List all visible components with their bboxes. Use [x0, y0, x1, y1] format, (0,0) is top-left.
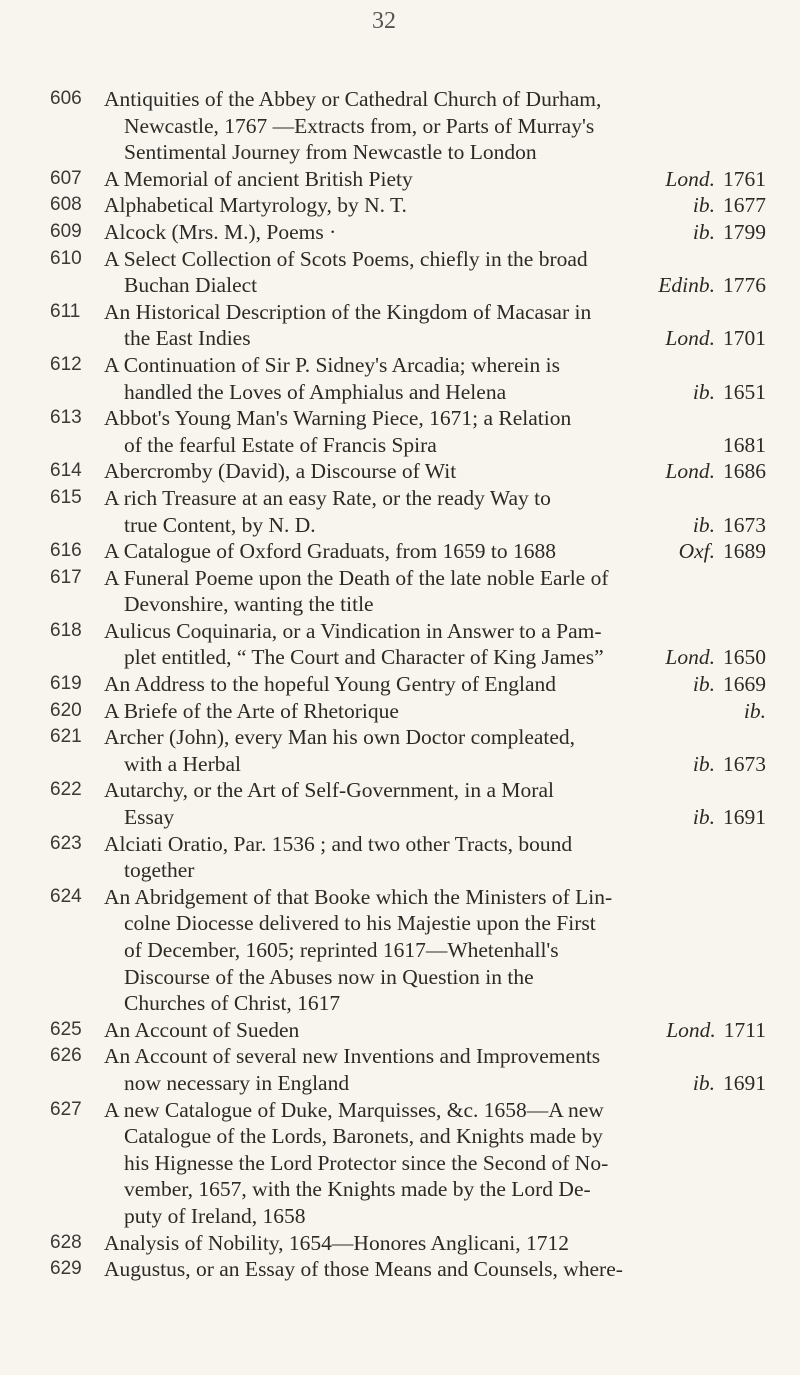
catalogue-entry: [50, 698, 770, 725]
entry-text: [104, 777, 770, 830]
entry-line-text: Abercromby (David), a Discourse of Wit: [104, 459, 457, 484]
entry-line-text: Aulicus Coquinaria, or a Vindication in Answer to a Pam-: [104, 618, 602, 643]
entry-text: [104, 405, 770, 458]
entry-imprint: [666, 1017, 766, 1044]
catalogue-entry: [50, 485, 770, 538]
entry-line: [104, 405, 766, 432]
entry-number: 619: [50, 673, 82, 695]
entry-text: [104, 1043, 770, 1096]
catalogue-entry: [50, 192, 770, 219]
entry-line: [104, 299, 766, 326]
entry-number: 627: [50, 1098, 82, 1120]
entry-line-text: of December, 1605; reprinted 1617—Whetenhall's: [124, 938, 559, 962]
entry-place: Lond.: [665, 166, 715, 191]
entry-line: [104, 485, 766, 512]
entry-imprint: [679, 538, 766, 565]
entry-line: [104, 884, 766, 911]
entry-line: [104, 751, 766, 778]
catalogue-entry: [50, 352, 770, 405]
entry-line: [104, 1017, 766, 1044]
entry-text: [104, 1017, 770, 1044]
catalogue-entry: [50, 166, 770, 193]
entry-number: 614: [50, 460, 82, 482]
entry-place: ib.: [692, 512, 715, 537]
entry-line: [104, 565, 766, 592]
entry-line: [104, 379, 766, 406]
entry-number: 622: [50, 779, 82, 801]
entry-number: 612: [50, 353, 82, 375]
catalogue-entry: [50, 618, 770, 671]
entry-text: [104, 219, 770, 246]
entry-imprint: [693, 1070, 766, 1097]
entry-line: [104, 644, 766, 671]
entry-line: [104, 671, 766, 698]
entry-line-text: Discourse of the Abuses now in Question in the: [124, 964, 534, 989]
entry-line: [104, 804, 766, 831]
catalogue-entry: [50, 1043, 770, 1096]
entry-text: [104, 352, 770, 405]
entry-line-text: his Hignesse the Lord Protector since the Second of No-: [124, 1150, 609, 1175]
entry-line-text: true Content, by N. D.: [124, 512, 316, 537]
entry-line: [104, 352, 766, 379]
catalogue-entry: [50, 1256, 770, 1283]
entry-line: [104, 512, 766, 539]
entry-line: [104, 1097, 766, 1124]
entry-year: 1686: [723, 459, 766, 484]
entry-place: Edinb.: [658, 273, 715, 298]
entry-place: Lond.: [666, 1017, 716, 1042]
entry-line: [104, 166, 766, 193]
entry-line-text: the East Indies: [124, 326, 251, 351]
entry-line-text: Analysis of Nobility, 1654—Honores Anglicani, 1712: [104, 1230, 570, 1255]
entry-year: 1711: [723, 1017, 766, 1042]
entry-year: 1673: [723, 512, 766, 537]
entry-line-text: Archer (John), every Man his own Doctor compleated,: [104, 725, 576, 750]
entry-text: [104, 724, 770, 777]
entry-number: 606: [50, 88, 82, 109]
entry-place: Lond.: [665, 459, 715, 484]
entry-imprint: [693, 192, 766, 219]
entry-place: ib.: [692, 751, 715, 776]
entry-imprint: [744, 698, 766, 725]
entry-text: [104, 1097, 770, 1230]
entry-text: [104, 565, 770, 618]
entry-imprint: [693, 751, 766, 778]
entry-year: 1799: [723, 219, 766, 244]
catalogue-entry: [50, 1097, 770, 1230]
entry-number: 621: [50, 726, 82, 748]
entry-text: [104, 246, 770, 299]
catalogue-entries: [50, 86, 770, 1283]
entry-year: 1669: [723, 672, 766, 697]
entry-line: [104, 1203, 766, 1230]
entry-line-text: Alphabetical Martyrology, by N. T.: [104, 193, 407, 218]
entry-text: [104, 192, 770, 219]
entry-line-text: colne Diocesse delivered to his Majestie upon the First: [124, 911, 596, 936]
entry-line: [104, 591, 766, 618]
catalogue-entry: [50, 565, 770, 618]
entry-year: 1691: [723, 805, 766, 830]
entry-imprint: [693, 219, 766, 246]
catalogue-entry: [50, 86, 770, 166]
entry-year: 1681: [723, 432, 766, 457]
entry-line: [104, 990, 766, 1017]
entry-year: 1673: [723, 751, 766, 776]
entry-place: ib.: [692, 672, 715, 697]
page-number: 32: [372, 8, 396, 34]
entry-line: [104, 219, 766, 246]
entry-line-text: Autarchy, or the Art of Self-Government, in a Moral: [104, 778, 554, 803]
catalogue-entry: [50, 299, 770, 352]
entry-line-text: handled the Loves of Amphialus and Helena: [124, 379, 507, 404]
entry-line: [104, 1123, 766, 1150]
entry-place: ib.: [692, 219, 715, 244]
entry-place: ib.: [692, 805, 715, 830]
entry-line: [104, 1150, 766, 1177]
entry-line-text: A Continuation of Sir P. Sidney's Arcadia; wherein is: [104, 352, 560, 377]
entry-line: [104, 458, 766, 485]
entry-place: ib.: [743, 698, 766, 723]
entry-line-text: An Historical Description of the Kingdom of Macasar in: [104, 299, 592, 324]
entry-text: [104, 884, 770, 1017]
entry-number: 625: [50, 1018, 82, 1040]
entry-line: [104, 618, 766, 645]
catalogue-entry: [50, 405, 770, 458]
catalogue-entry: [50, 1230, 770, 1257]
entry-line-text: Alcock (Mrs. M.), Poems ·: [104, 219, 337, 244]
entry-line-text: An Account of Sueden: [104, 1017, 300, 1042]
entry-imprint: [693, 379, 766, 406]
entry-year: 1776: [723, 273, 766, 298]
entry-line-text: with a Herbal: [124, 751, 242, 776]
entry-line: [104, 272, 766, 299]
entry-number: 615: [50, 486, 82, 508]
entry-line-text: Sentimental Journey from Newcastle to London: [124, 140, 537, 165]
entry-number: 617: [50, 566, 82, 588]
entry-line-text: A Briefe of the Arte of Rhetorique: [104, 698, 399, 723]
entry-number: 620: [50, 699, 82, 721]
entry-line: [104, 1176, 766, 1203]
entry-line-text: Churches of Christ, 1617: [124, 991, 341, 1016]
entry-line: [104, 432, 766, 459]
catalogue-entry: [50, 777, 770, 830]
entry-line: [104, 325, 766, 352]
entry-line: [104, 139, 766, 166]
entry-text: [104, 299, 770, 352]
entry-text: [104, 86, 770, 166]
entry-text: [104, 485, 770, 538]
entry-text: [104, 831, 770, 884]
entry-place: Lond.: [665, 326, 715, 351]
entry-imprint: [693, 512, 766, 539]
entry-line-text: Alciati Oratio, Par. 1536 ; and two other Tracts, bound: [104, 831, 573, 856]
entry-line-text: vember, 1657, with the Knights made by the Lord De-: [124, 1177, 591, 1202]
entry-line-text: Abbot's Young Man's Warning Piece, 1671; a Relation: [104, 406, 572, 431]
entry-number: 613: [50, 407, 82, 429]
entry-year: 1650: [723, 645, 766, 670]
entry-text: [104, 671, 770, 698]
entry-imprint: [715, 432, 766, 459]
entry-number: 628: [50, 1231, 82, 1253]
entry-line-text: A Catalogue of Oxford Graduats, from 1659 to 1688: [104, 539, 557, 564]
entry-line-text: Essay: [124, 805, 175, 830]
catalogue-entry: [50, 884, 770, 1017]
entry-year: 1701: [723, 326, 766, 351]
entry-line-text: Antiquities of the Abbey or Cathedral Church of Durham,: [104, 87, 602, 111]
entry-line-text: A Select Collection of Scots Poems, chiefly in the broad: [104, 246, 588, 271]
entry-number: 626: [50, 1045, 82, 1067]
entry-number: 609: [50, 220, 82, 242]
entry-line: [104, 192, 766, 219]
entry-line: [104, 724, 766, 751]
entry-line: [104, 86, 766, 113]
entry-line: [104, 1070, 766, 1097]
entry-line-text: Buchan Dialect: [124, 273, 258, 298]
catalogue-entry: [50, 219, 770, 246]
entry-number: 616: [50, 540, 82, 562]
entry-line-text: Augustus, or an Essay of those Means and Counsels, where-: [104, 1257, 623, 1282]
entry-line: [104, 1043, 766, 1070]
entry-line-text: now necessary in England: [124, 1070, 350, 1095]
entry-line-text: together: [124, 858, 195, 883]
entry-year: 1761: [723, 166, 766, 191]
entry-imprint: [693, 671, 766, 698]
entry-line-text: puty of Ireland, 1658: [124, 1203, 306, 1228]
entry-line-text: A Memorial of ancient British Piety: [104, 166, 413, 191]
entry-number: 624: [50, 885, 82, 907]
catalogue-entry: [50, 458, 770, 485]
entry-line: [104, 857, 766, 884]
entry-place: Oxf.: [678, 539, 715, 564]
entry-line: [104, 113, 766, 140]
entry-text: [104, 1230, 770, 1257]
catalogue-entry: [50, 831, 770, 884]
entry-text: [104, 166, 770, 193]
catalogue-entry: [50, 1017, 770, 1044]
entry-place: ib.: [692, 193, 715, 218]
entry-number: 607: [50, 167, 82, 189]
entry-line-text: plet entitled, “ The Court and Character of King James”: [124, 645, 604, 670]
entry-text: [104, 1256, 770, 1283]
entry-line-text: A rich Treasure at an easy Rate, or the ready Way to: [104, 485, 551, 510]
entry-number: 611: [50, 300, 81, 322]
entry-line: [104, 698, 766, 725]
entry-line-text: Newcastle, 1767 —Extracts from, or Parts of Murray's: [124, 113, 595, 138]
entry-line-text: An Address to the hopeful Young Gentry of England: [104, 672, 557, 697]
entry-line-text: A new Catalogue of Duke, Marquisses, &c. 1658—A new: [104, 1097, 604, 1122]
entry-text: [104, 458, 770, 485]
entry-imprint: [658, 272, 766, 299]
entry-number: 623: [50, 832, 82, 854]
entry-line: [104, 538, 766, 565]
entry-year: 1691: [723, 1070, 766, 1095]
entry-imprint: [693, 804, 766, 831]
entry-line-text: Devonshire, wanting the title: [124, 592, 374, 617]
entry-number: 618: [50, 619, 82, 641]
entry-text: [104, 538, 770, 565]
catalogue-entry: [50, 538, 770, 565]
entry-year: 1651: [723, 379, 766, 404]
catalogue-entry: [50, 671, 770, 698]
entry-line: [104, 777, 766, 804]
entry-line: [104, 964, 766, 991]
entry-year: 1689: [723, 539, 766, 564]
catalogue-entry: [50, 724, 770, 777]
entry-imprint: [665, 458, 766, 485]
entry-place: ib.: [692, 379, 715, 404]
entry-line-text: An Account of several new Inventions and Improvements: [104, 1044, 601, 1069]
entry-number: 629: [50, 1258, 82, 1280]
entry-place: Lond.: [665, 645, 715, 670]
entry-number: 608: [50, 194, 82, 216]
entry-line: [104, 831, 766, 858]
entry-number: 610: [50, 247, 82, 269]
entry-text: [104, 618, 770, 671]
entry-line: [104, 1256, 766, 1283]
entry-imprint: [665, 644, 766, 671]
entry-line-text: A Funeral Poeme upon the Death of the late noble Earle of: [104, 565, 609, 590]
entry-place: ib.: [692, 1070, 715, 1095]
entry-year: 1677: [723, 193, 766, 218]
entry-imprint: [665, 166, 766, 193]
entry-line: [104, 246, 766, 273]
entry-text: [104, 698, 770, 725]
entry-line: [104, 1230, 766, 1257]
catalogue-entry: [50, 246, 770, 299]
entry-line-text: An Abridgement of that Booke which the Ministers of Lin-: [104, 884, 613, 909]
entry-imprint: [665, 325, 766, 352]
entry-line-text: of the fearful Estate of Francis Spira: [124, 432, 437, 457]
entry-line-text: Catalogue of the Lords, Baronets, and Knights made by: [124, 1124, 603, 1149]
entry-line: [104, 937, 766, 964]
entry-line: [104, 910, 766, 937]
